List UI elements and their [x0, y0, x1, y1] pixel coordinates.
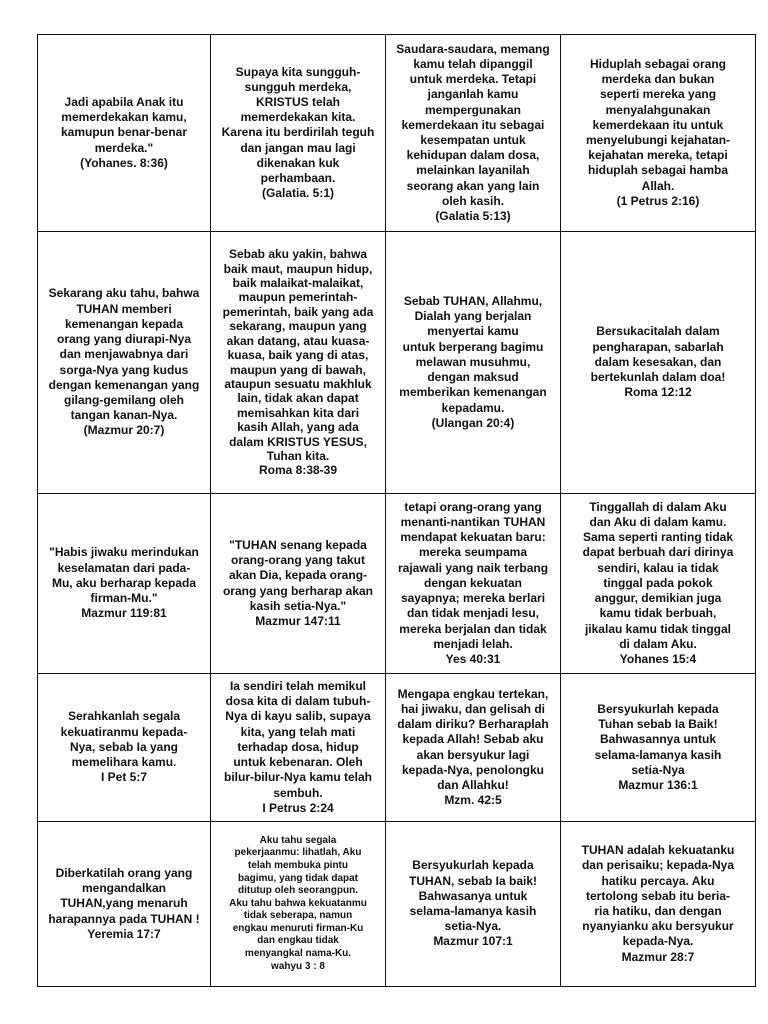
verse-card-ulangan-20-4: Sebab TUHAN, Allahmu, Dialah yang berjalan menyertai kamu untuk berperang bagimu melawan musuhmu, dengan maksud memberikan kemenangan kepadamu. (Ulangan 20:4) — [386, 232, 561, 494]
verse-card-mazmur-28-7: TUHAN adalah kekuatanku dan perisaiku; kepada-Nya hatiku percaya. Aku tertolong sebab itu beria- ria hatiku, dan dengan nyanyianku aku bersyukur kepada-Nya. Mazmur 28:7 — [561, 822, 756, 987]
card-row-3 — [38, 494, 756, 674]
card-row-2 — [38, 232, 756, 494]
verse-card-galatia-5-13: Saudara-saudara, memang kamu telah dipanggil untuk merdeka. Tetapi janganlah kamu mempergunakan kemerdekaan itu sebagai kesempatan untuk kehidupan dalam dosa, melainkan layanilah seorang akan yang lain oleh kasih. (Galatia 5:13) — [386, 35, 561, 232]
verse-card-mazmur-136-1: Bersyukurlah kepada Tuhan sebab Ia Baik! Bahwasannya untuk selama-lamanya kasih setia-Nya Mazmur 136:1 — [561, 674, 756, 822]
verse-card-mazmur-147-11: "TUHAN senang kepada orang-orang yang takut akan Dia, kepada orang- orang yang berharap akan kasih setia-Nya." Mazmur 147:11 — [211, 494, 386, 674]
verse-card-mazmur-42-5: Mengapa engkau tertekan, hai jiwaku, dan gelisah di dalam diriku? Berharaplah kepada Allah! Sebab aku akan bersyukur lagi kepada-Nya, penolongku dan Allahku! Mzm. 42:5 — [386, 674, 561, 822]
verse-card-wahyu-3-8: Aku tahu segala pekerjaanmu: lihatlah, Aku telah membuka pintu bagimu, yang tidak dapat ditutup oleh seorangpun. Aku tahu bahwa kekuatanmu tidak seberapa, namun engkau menuruti firman-Ku dan engkau tidak menyangkal nama-Ku. wahyu 3 : 8 — [211, 822, 386, 987]
verse-card-yeremia-17-7: Diberkatilah orang yang mengandalkan TUHAN,yang menaruh harapannya pada TUHAN ! Yeremia 17:7 — [38, 822, 211, 987]
card-row-4 — [38, 674, 756, 822]
verse-card-grid — [37, 34, 756, 987]
verse-card-galatia-5-1: Supaya kita sungguh- sungguh merdeka, KRISTUS telah memerdekakan kita. Karena itu berdirilah teguh dan jangan mau lagi dikenakan kuk perhambaan. (Galatia. 5:1) — [211, 35, 386, 232]
card-row-1 — [38, 35, 756, 232]
verse-card-1-petrus-2-16: Hiduplah sebagai orang merdeka dan bukan seperti mereka yang menyalahgunakan kemerdekaan itu untuk menyelubungi kejahatan- kejahatan mereka, tetapi hiduplah sebagai hamba Allah. (1 Petrus 2:16) — [561, 35, 756, 232]
verse-card-yohanes-15-4: Tinggallah di dalam Aku dan Aku di dalam kamu. Sama seperti ranting tidak dapat berbuah dari dirinya sendiri, kalau ia tidak tinggal pada pokok anggur, demikian juga kamu tidak berbuah, jikalau kamu tidak tinggal di dalam Aku. Yohanes 15:4 — [561, 494, 756, 674]
verse-card-yohanes-8-36: Jadi apabila Anak itu memerdekakan kamu, kamupun benar-benar merdeka." (Yohanes. 8:36) — [38, 35, 211, 232]
verse-card-1-petrus-2-24: Ia sendiri telah memikul dosa kita di dalam tubuh- Nya di kayu salib, supaya kita, yang telah mati terhadap dosa, hidup untuk kebenaran. Oleh bilur-bilur-Nya kamu telah sembuh. I Petrus 2:24 — [211, 674, 386, 822]
card-row-5 — [38, 822, 756, 987]
verse-card-yesaya-40-31: tetapi orang-orang yang menanti-nantikan TUHAN mendapat kekuatan baru: mereka seumpama rajawali yang naik terbang dengan kekuatan sayapnya; mereka berlari dan tidak menjadi lesu, mereka berjalan dan tidak menjadi lelah. Yes 40:31 — [386, 494, 561, 674]
verse-card-roma-12-12: Bersukacitalah dalam pengharapan, sabarlah dalam kesesakan, dan bertekunlah dalam doa! Roma 12:12 — [561, 232, 756, 494]
verse-card-mazmur-20-7: Sekarang aku tahu, bahwa TUHAN memberi kemenangan kepada orang yang diurapi-Nya dan menjawabnya dari sorga-Nya yang kudus dengan kemenangan yang gilang-gemilang oleh tangan kanan-Nya. (Mazmur 20:7) — [38, 232, 211, 494]
verse-card-mazmur-119-81: "Habis jiwaku merindukan keselamatan dari pada- Mu, aku berharap kepada firman-Mu." Mazmur 119:81 — [38, 494, 211, 674]
verse-card-1-pet-5-7: Serahkanlah segala kekuatiranmu kepada- Nya, sebab Ia yang memelihara kamu. I Pet 5:7 — [38, 674, 211, 822]
verse-card-roma-8-38-39: Sebab aku yakin, bahwa baik maut, maupun hidup, baik malaikat-malaikat, maupun pemerintah- pemerintah, baik yang ada sekarang, maupun yang akan datang, atau kuasa- kuasa, baik yang di atas, maupun yang di bawah, ataupun sesuatu makhluk lain, tidak akan dapat memisahkan kita dari kasih Allah, yang ada dalam KRISTUS YESUS, Tuhan kita. Roma 8:38-39 — [211, 232, 386, 494]
verse-card-mazmur-107-1: Bersyukurlah kepada TUHAN, sebab Ia baik! Bahwasanya untuk selama-lamanya kasih setia-Nya. Mazmur 107:1 — [386, 822, 561, 987]
